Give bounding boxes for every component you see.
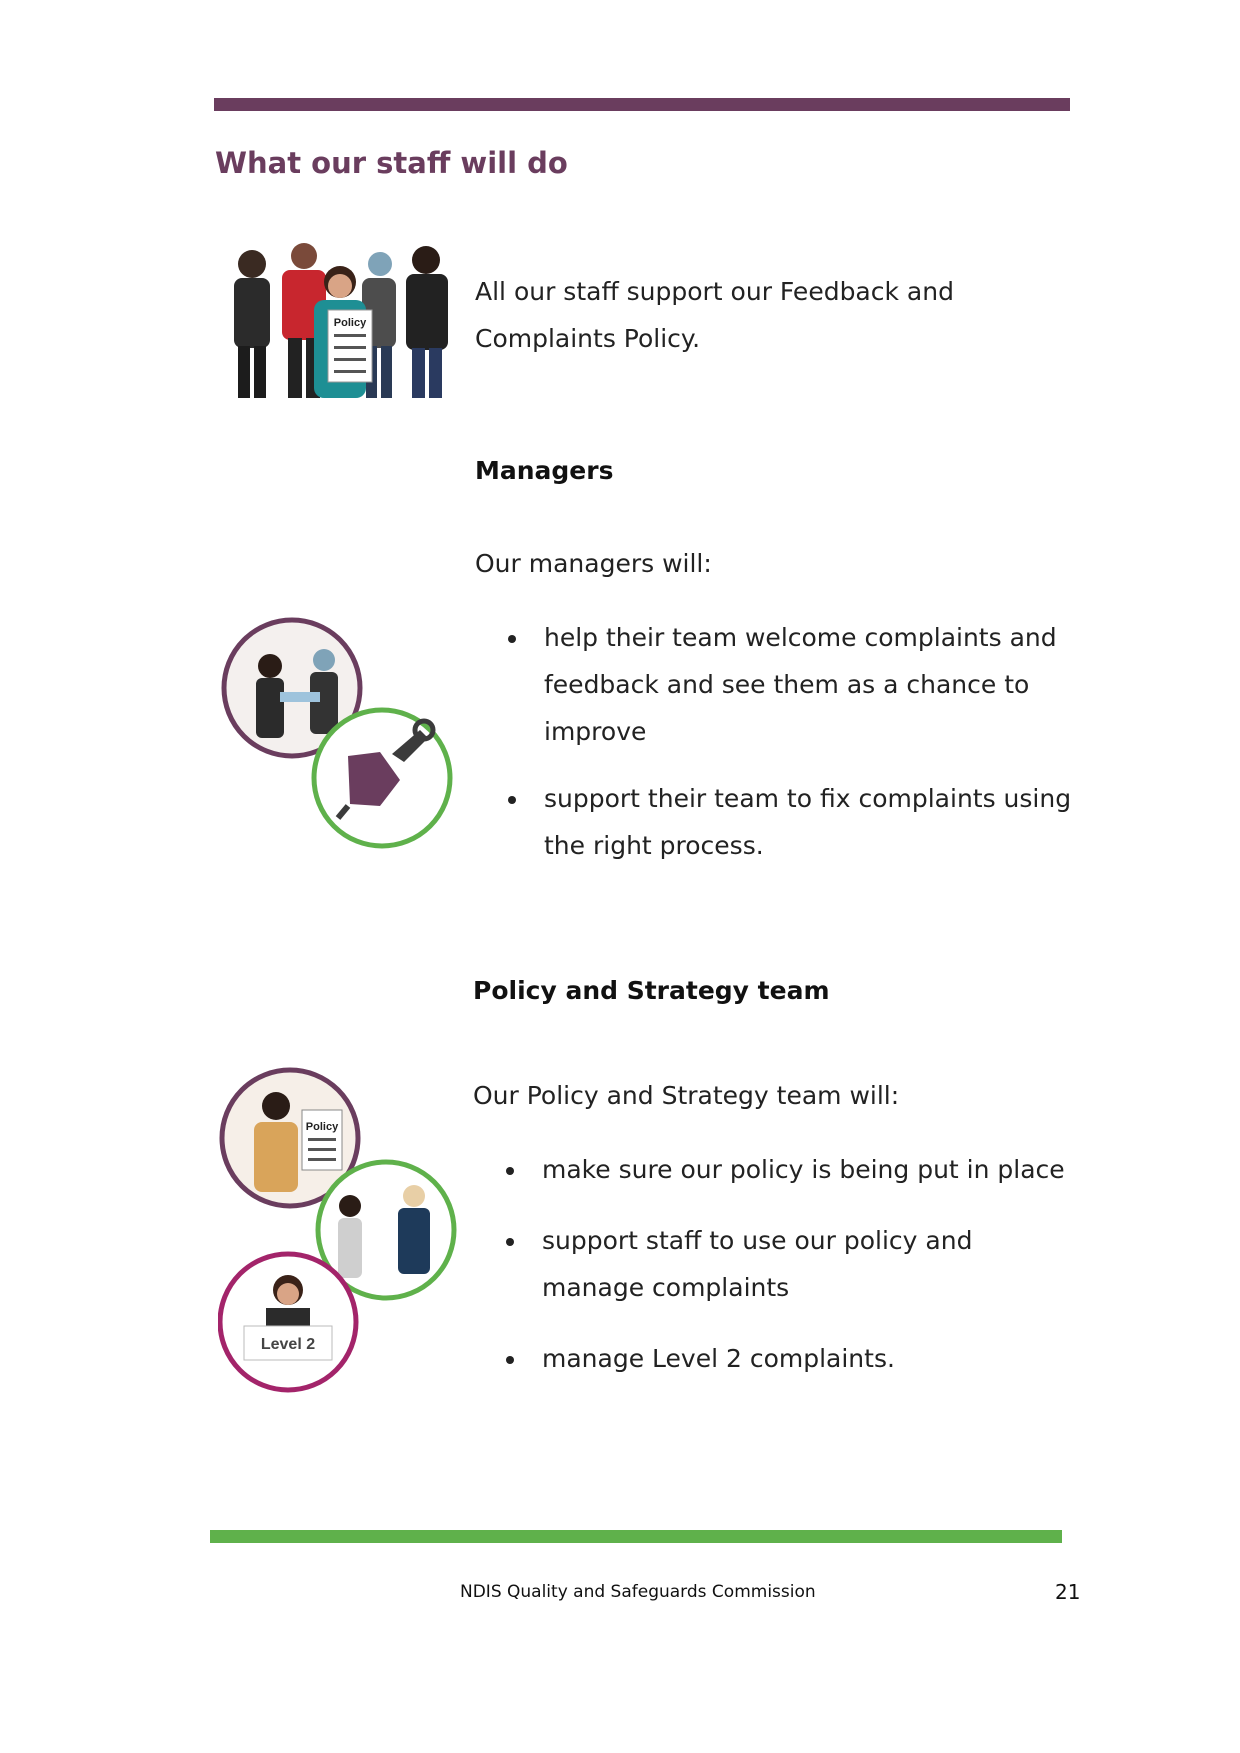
bottom-divider-bar	[210, 1530, 1062, 1543]
intro-text: All our staff support our Feedback and Complaints Policy.	[475, 277, 954, 353]
top-divider-bar	[214, 98, 1070, 111]
svg-text:Policy: Policy	[305, 1121, 339, 1133]
page-number: 21	[1055, 1580, 1081, 1604]
policy-team-image	[218, 1066, 464, 1396]
managers-bullet-list	[476, 614, 1076, 869]
svg-text:Policy: Policy	[333, 317, 367, 329]
list-item: make sure our policy is being put in place	[474, 1146, 1074, 1193]
managers-lead: Our managers will:	[475, 549, 712, 578]
managers-heading: Managers	[475, 456, 614, 485]
list-item: manage Level 2 complaints.	[474, 1335, 1074, 1382]
policy-team-bullet-list	[474, 1146, 1074, 1382]
staff-group-image	[222, 238, 458, 400]
policy-team-lead: Our Policy and Strategy team will:	[473, 1081, 900, 1110]
page-title: What our staff will do	[215, 146, 568, 180]
list-item: support staff to use our policy and manage complaints	[474, 1217, 1074, 1311]
footer-organisation: NDIS Quality and Safeguards Commission	[460, 1582, 816, 1602]
managers-image	[220, 616, 460, 856]
list-item: support their team to fix complaints using the right process.	[476, 775, 1076, 869]
svg-text:Level 2: Level 2	[260, 1336, 316, 1353]
policy-team-heading: Policy and Strategy team	[473, 976, 830, 1005]
list-item: help their team welcome complaints and feedback and see them as a chance to improve	[476, 614, 1076, 755]
